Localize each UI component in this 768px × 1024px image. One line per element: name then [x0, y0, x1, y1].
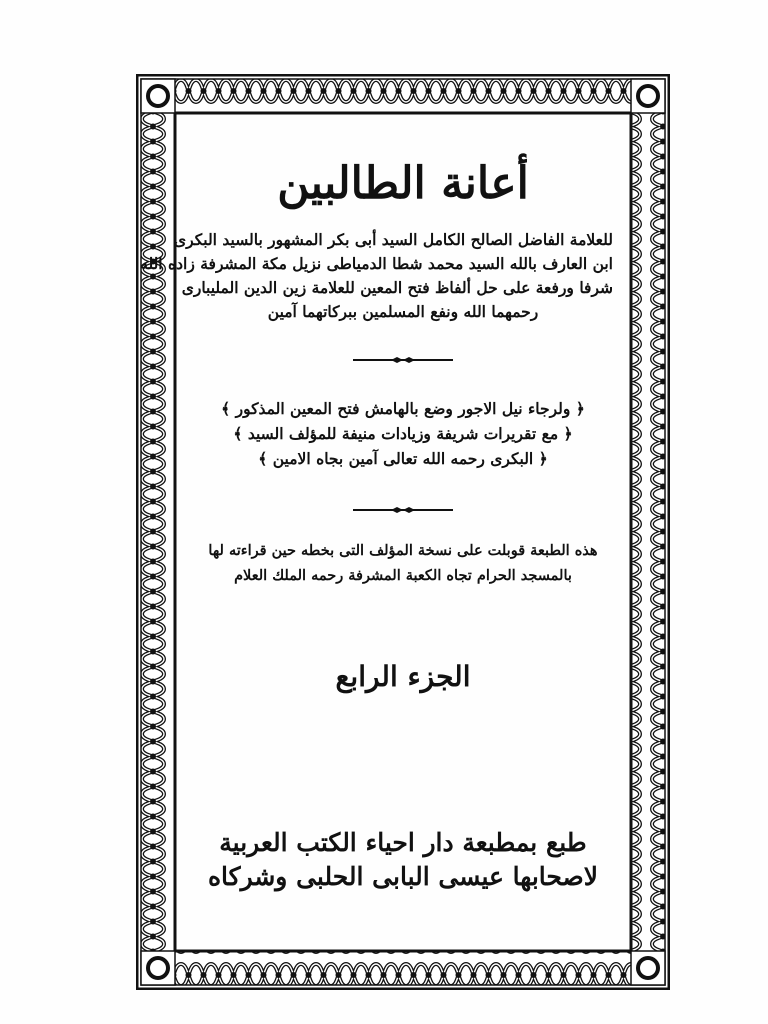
edition-statement: [185, 538, 621, 588]
publisher-line: طبع بمطبعة دار احياء الكتب العربية: [219, 828, 587, 857]
edition-line: بالمسجد الحرام تجاه الكعبة المشرفة رحمه الملك العلام: [234, 567, 572, 584]
divider-ornament: [353, 356, 453, 364]
author-line: رحمهما الله ونفع المسلمين ببركاتهما آمين: [267, 302, 539, 321]
note-line: ﴿ مع تقريرات شريفة وزيادات منيفة للمؤلف السيد ﴾: [233, 424, 573, 443]
note-line: ﴿ ولرجاء نيل الاجور وضع بالهامش فتح المعين المذكور ﴾: [221, 399, 585, 418]
publisher-line: لاصحابها عيسى البابى الحلبى وشركاه: [207, 862, 599, 891]
publisher-block: [185, 826, 621, 894]
volume-label: الجزء الرابع: [335, 660, 471, 693]
author-line: للعلامة الفاضل الصالح الكامل السيد أبى بكر المشهور بالسيد البكرى: [174, 230, 613, 249]
note-line: ﴿ البكرى رحمه الله تعالى آمين بجاه الامين ﴾: [258, 449, 548, 468]
edition-line: هذه الطبعة قوبلت على نسخة المؤلف التى بخطه حين قراءته لها: [208, 542, 598, 559]
page-content: [140, 120, 621, 944]
author-line: شرفا ورفعة على حل ألفاظ فتح المعين للعلامة زين الدين المليبارى: [181, 278, 613, 297]
author-block: [140, 228, 613, 324]
author-line: ابن العارف بالله السيد محمد شطا الدمياطى نزيل مكة المشرفة زاده الله: [140, 254, 613, 273]
book-title: أعانة الطالبين: [277, 158, 529, 209]
divider-ornament: [353, 506, 453, 514]
margin-note-block: [185, 396, 621, 471]
